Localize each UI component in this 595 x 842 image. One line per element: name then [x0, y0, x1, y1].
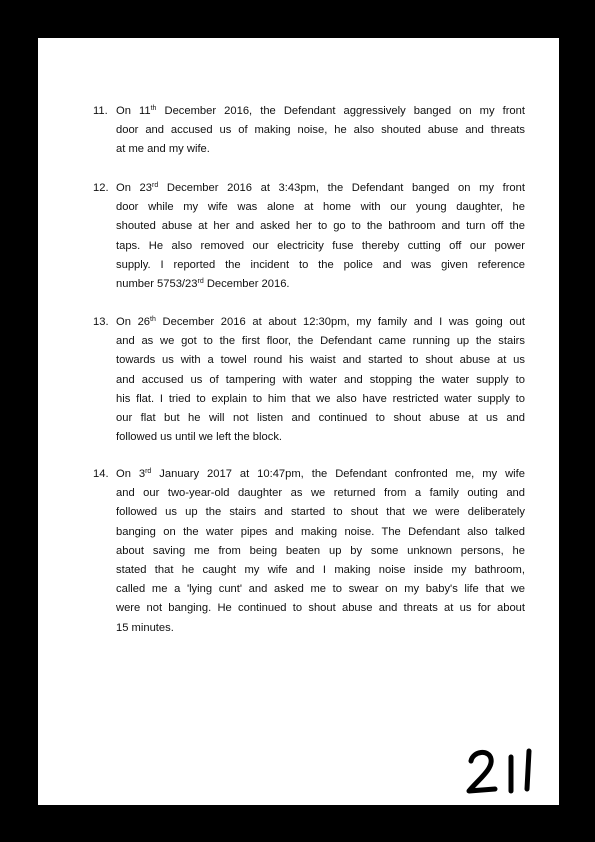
text-line: and as we got to the first floor, the Defendant came running up the stairs — [116, 335, 525, 348]
paragraph-11 — [93, 102, 525, 160]
text-line: On 23rd December 2016 at 3:43pm, the Defendant banged on my front — [116, 182, 525, 194]
text-line: followed us up the stairs and started to shout that we were deliberately — [116, 506, 525, 519]
document-page — [38, 38, 559, 805]
text-line: supply. I reported the incident to the police and was given reference — [116, 258, 525, 271]
text-line: stated that he caught my wife and I making noise inside my bathroom, — [116, 564, 525, 577]
text-line: and our two-year-old daughter as we returned from a family outing and — [116, 487, 525, 500]
paragraph-number: 14. — [93, 468, 109, 480]
text-line: and accused us of tampering with water and stopping the water supply to — [116, 373, 525, 386]
text-line: On 3rd January 2017 at 10:47pm, the Defendant confronted me, my wife — [116, 468, 525, 480]
text-line: about saving me from being beaten up by some unknown persons, he — [116, 544, 525, 557]
paragraph-13 — [93, 313, 525, 447]
text-line: were not banging. He continued to shout abuse and threats at us for about — [116, 602, 525, 615]
text-line: his flat. I tried to explain to him that we also have restricted water supply to — [116, 392, 525, 405]
text-line: banging on the water pipes and making noise. The Defendant also talked — [116, 525, 525, 538]
text-line: shouted abuse at her and asked her to go to the bathroom and turn off the — [116, 220, 525, 233]
paragraph-12 — [93, 179, 525, 294]
text-line: door while my wife was alone at home with our young daughter, he — [116, 201, 525, 214]
paragraph-text — [116, 313, 525, 447]
text-line: On 11th December 2016, the Defendant aggressively banged on my front — [116, 105, 525, 117]
paragraph-14 — [93, 465, 525, 638]
text-line: our flat but he will not listen and continued to shout abuse at us and — [116, 412, 525, 425]
text-line: towards us with a towel round his waist and started to shout abuse at us — [116, 354, 525, 367]
text-line: door and accused us of making noise, he also shouted abuse and threats — [116, 124, 525, 137]
text-line: 15 minutes. — [116, 621, 174, 634]
paragraph-number: 12. — [93, 182, 109, 194]
paragraph-number: 11. — [93, 105, 108, 117]
paragraph-text — [116, 465, 525, 638]
paragraph-text — [116, 179, 525, 294]
text-line: taps. He also removed our electricity fuse thereby cutting off our power — [116, 239, 525, 252]
handwritten-page-number — [465, 747, 551, 795]
text-line: On 26th December 2016 at about 12:30pm, my family and I was going out — [116, 316, 525, 328]
paragraph-text — [116, 102, 525, 160]
text-line: at me and my wife. — [116, 143, 210, 156]
text-line: followed us until we left the block. — [116, 431, 283, 444]
paragraph-number: 13. — [93, 316, 109, 328]
text-line: called me a 'lying cunt' and asked me to swear on my baby's life that we — [116, 583, 525, 596]
text-line: number 5753/23rd December 2016. — [116, 278, 290, 291]
